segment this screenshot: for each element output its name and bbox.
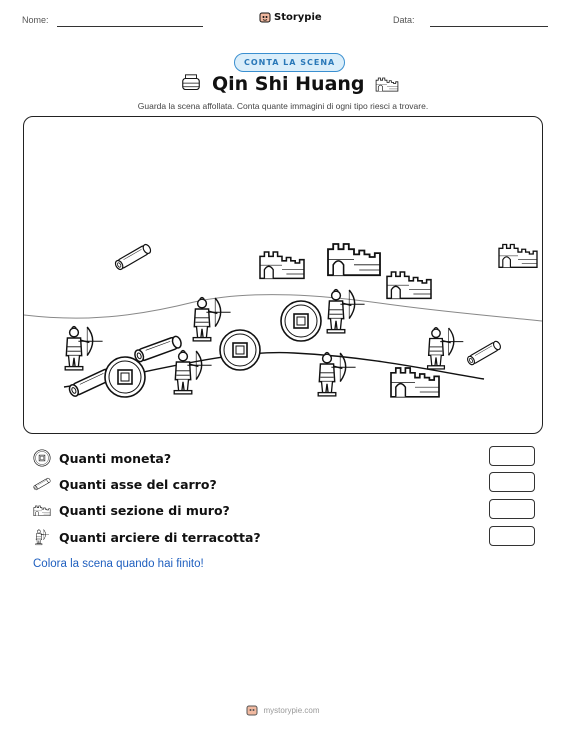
scene-wall [328,244,380,275]
question-row [33,474,217,494]
scene-wall [260,252,304,278]
date-label: Data: [393,15,415,25]
question-text: Quanti asse del carro? [59,476,217,492]
storypie-logo-icon [259,11,271,23]
counting-scene[interactable] [23,116,543,434]
scene-coin [105,357,145,397]
instructions: Guarda la scena affollata. Conta quante immagini di ogni tipo riesci a trovare. [137,101,429,111]
archer-icon [33,528,51,546]
great-wall-icon [375,73,399,95]
question-text: Quanti sezione di muro? [59,502,230,518]
footer-site[interactable]: mystorypie.com [263,705,320,715]
scene-badge: CONTA LA SCENA [234,53,345,72]
name-label: Nome: [22,15,49,25]
question-row [33,448,171,468]
scene-wall [387,272,431,298]
name-line[interactable] [57,26,203,27]
scene-axle [133,335,182,363]
question-text: Quanti moneta? [59,450,172,466]
answer-box-walls[interactable] [489,499,535,519]
storypie-footer-icon [246,704,258,716]
question-row [33,500,230,520]
scene-wall [499,245,537,268]
scene-archer [193,297,230,340]
scene-coin [220,330,260,370]
scene-archer [318,352,355,395]
scene-wall [391,368,439,397]
scene-axle [466,340,502,366]
chariot-axle-icon [33,475,51,493]
answer-box-archers[interactable] [489,526,535,546]
answer-box-axles[interactable] [489,472,535,492]
question-row [33,527,261,547]
date-line[interactable] [430,26,548,27]
title-row [180,73,399,95]
scene-archer [174,350,211,393]
scene-archer [428,327,464,368]
question-text: Quanti arciere di terracotta? [59,529,261,545]
emperor-crown-icon [180,73,202,95]
page-title: Qin Shi Huang [212,73,365,95]
answer-box-coins[interactable] [489,446,535,466]
wall-section-icon [33,501,51,519]
scene-archer [327,289,364,332]
brand-logo [259,11,322,23]
coin-icon [33,449,51,467]
scene-archer [65,326,102,369]
brand-name: Storypie [274,11,322,23]
footer [0,704,566,716]
scene-coin [281,301,321,341]
scene-axle [114,243,152,271]
color-instruction: Colora la scena quando hai finito! [33,558,204,570]
